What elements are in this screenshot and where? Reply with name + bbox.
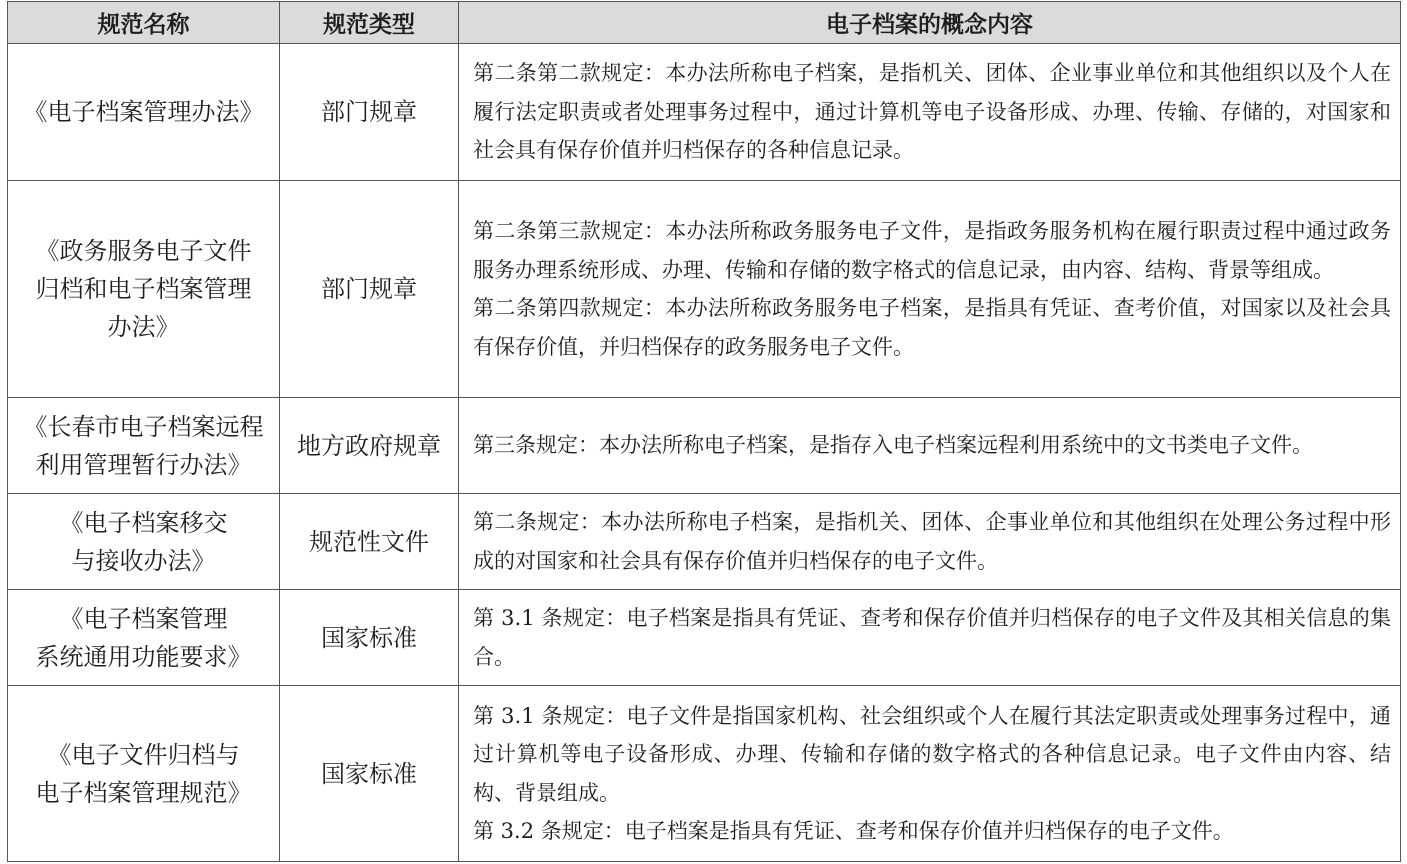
header-type: 规范类型: [280, 2, 459, 44]
regulation-type: 国家标准: [280, 686, 459, 862]
regulation-type: 规范性文件: [280, 494, 459, 590]
regulation-name: [8, 44, 280, 181]
document-page: [7, 1, 1400, 862]
table-row: [8, 398, 1401, 494]
regulation-name: [8, 590, 280, 686]
regulation-name-line: 利用管理暂行办法》: [35, 450, 252, 479]
header-content: 电子档案的概念内容: [459, 2, 1401, 44]
concept-content: [459, 686, 1401, 862]
regulation-type: 国家标准: [280, 590, 459, 686]
regulation-type: 部门规章: [280, 181, 459, 398]
concept-paragraph: 第 3.2 条规定：电子档案是指具有凭证、查考和保存价值并归档保存的电子文件。: [473, 819, 1234, 843]
regulation-name-line: 《电子文件归档与: [47, 740, 240, 769]
regulation-name: [8, 181, 280, 398]
regulation-name-line: 《政务服务电子文件: [35, 237, 252, 265]
regulation-name: [8, 494, 280, 590]
concept-paragraph: 第二条规定：本办法所称电子档案，是指机关、团体、企事业单位和其他组织在处理公务过程中形成的对国家和社会具有保存价值并归档保存的电子文件。: [473, 510, 1391, 573]
concept-paragraph: 第二条第三款规定：本办法所称政务服务电子文件，是指政务服务机构在履行职责过程中通过政务服务办理系统形成、办理、传输和存储的数字格式的信息记录，由内容、结构、背景等组成。: [473, 219, 1391, 282]
regulation-name-line: 《电子档案管理办法》: [23, 98, 264, 126]
regulation-name-line: 办法》: [107, 313, 180, 341]
regulation-name-line: 归档和电子档案管理: [35, 275, 252, 303]
table-row: [8, 181, 1401, 398]
table-row: [8, 686, 1401, 862]
regulation-name-line: 系统通用功能要求》: [35, 642, 252, 671]
table-row: [8, 44, 1401, 181]
table-row: [8, 494, 1401, 590]
concept-content: [459, 590, 1401, 686]
table-row: [8, 590, 1401, 686]
regulation-type: 部门规章: [280, 44, 459, 181]
regulation-name: [8, 398, 280, 494]
regulation-name-line: 与接收办法》: [71, 546, 216, 575]
concept-content: [459, 44, 1401, 181]
concept-paragraph: 第二条第四款规定：本办法所称政务服务电子档案，是指具有凭证、查考价值，对国家以及社会具有保存价值，并归档保存的政务服务电子文件。: [473, 296, 1391, 359]
regulation-type: 地方政府规章: [280, 398, 459, 494]
concept-content: [459, 181, 1401, 398]
regulation-table: [7, 1, 1401, 862]
regulation-name-line: 电子档案管理规范》: [35, 778, 252, 807]
concept-paragraph: 第 3.1 条规定：电子档案是指具有凭证、查考和保存价值并归档保存的电子文件及其相关信息的集合。: [473, 606, 1391, 669]
concept-content: [459, 398, 1401, 494]
regulation-name: [8, 686, 280, 862]
table-header-row: [8, 2, 1401, 44]
regulation-name-line: 《电子档案移交: [59, 508, 228, 537]
concept-paragraph: 第三条规定：本办法所称电子档案，是指存入电子档案远程利用系统中的文书类电子文件。: [473, 433, 1313, 458]
concept-content: [459, 494, 1401, 590]
concept-paragraph: 第二条第二款规定：本办法所称电子档案，是指机关、团体、企业事业单位和其他组织以及个人在履行法定职责或者处理事务过程中，通过计算机等电子设备形成、办理、传输、存储的，对国家和社会具有保存价值并归档保存的各种信息记录。: [473, 61, 1391, 163]
header-name: 规范名称: [8, 2, 280, 44]
regulation-name-line: 《长春市电子档案远程: [23, 412, 264, 441]
regulation-name-line: 《电子档案管理: [59, 604, 228, 633]
concept-paragraph: 第 3.1 条规定：电子文件是指国家机构、社会组织或个人在履行其法定职责或处理事务过程中，通过计算机等电子设备形成、办理、传输和存储的数字格式的各种信息记录。电子文件由内容、结构、背景组成。: [473, 703, 1391, 805]
